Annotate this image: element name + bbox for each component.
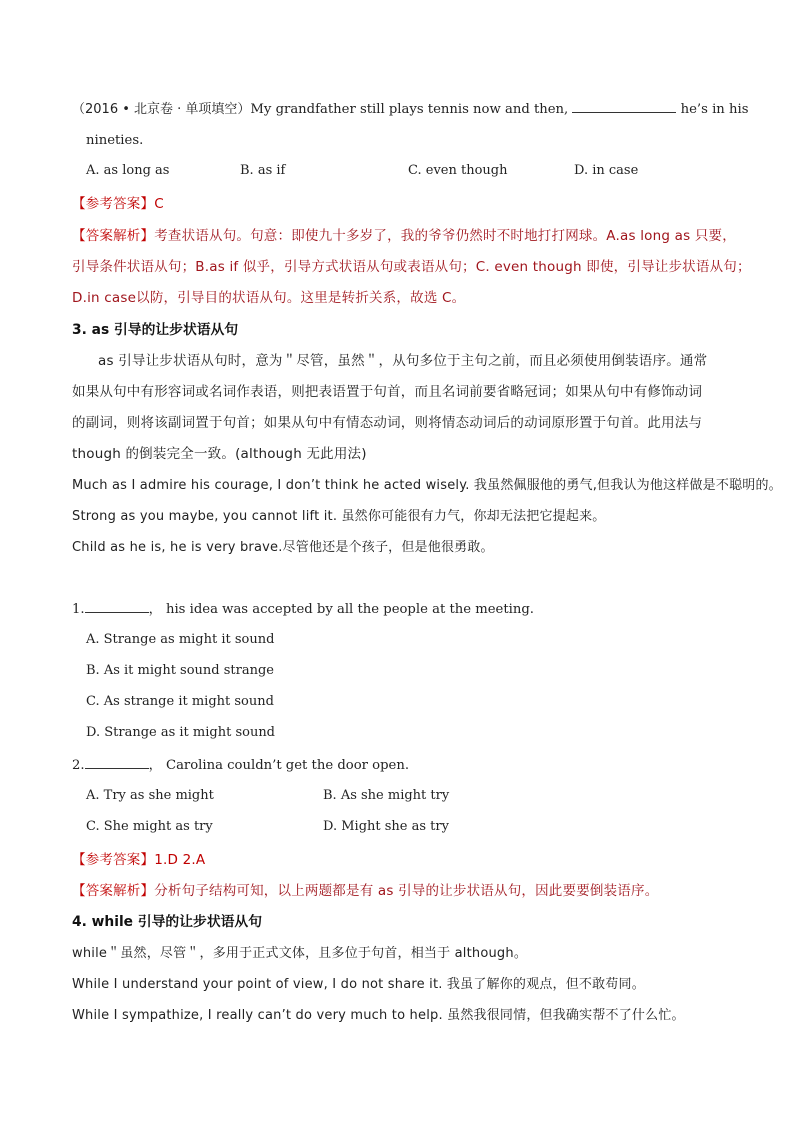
question-2-stem [72, 756, 409, 776]
answer-label: 【参考答案】 [72, 196, 155, 212]
example-sentence: Child as he is, he is very brave.尽管他还是个孩子，但是他很勇敢。 [72, 540, 494, 555]
example-sentence: While I sympathize, I really can’t do very much to help. 虽然我很同情，但我确实帮不了什么忙。 [72, 1008, 685, 1023]
analysis-text: 考查状语从句。句意：即使九十多岁了，我的爷爷仍然时不时地打打网球。A.as long as 只要， [154, 228, 736, 244]
analysis-line-2: 引导条件状语从句；B.as if 似乎，引导方式状语从句或表语从句；C. even though 即使，引导让步状语从句； [72, 259, 751, 275]
reference-answer [72, 850, 205, 870]
question-number: 1. [72, 602, 85, 617]
question-source: （2016 • 北京卷 · 单项填空） [72, 102, 251, 117]
option-a: A. as long as [86, 163, 170, 178]
analysis-label: 【答案解析】 [72, 883, 155, 899]
reference-answer [72, 194, 164, 214]
paragraph-line: as 引导让步状语从句时，意为＂尽管，虽然＂，从句多位于主句之前，而且必须使用倒装语序。通常 [98, 353, 708, 369]
option-b: B. As it might sound strange [86, 663, 275, 678]
option-c: C. even though [408, 163, 508, 178]
question-stem-tail: he’s in his [676, 102, 749, 117]
answer-blank [572, 100, 676, 113]
option-a: A. Strange as might it sound [86, 632, 275, 647]
option-b: B. As she might try [323, 788, 450, 803]
option-a: A. Try as she might [86, 788, 214, 803]
question-stem-text: My grandfather still plays tennis now and then, [250, 102, 573, 117]
example-sentence: Strong as you maybe, you cannot lift it. 虽然你可能很有力气，你却无法把它提起来。 [72, 509, 606, 524]
section-heading: 4. while 引导的让步状语从句 [72, 914, 263, 930]
analysis-label: 【答案解析】 [72, 228, 155, 244]
example-sentence: While I understand your point of view, I do not share it. 我虽了解你的观点，但不敢苟同。 [72, 977, 645, 992]
option-d: D. Might she as try [323, 819, 449, 834]
option-b: B. as if [240, 163, 286, 178]
option-c: C. She might as try [86, 819, 213, 834]
analysis-text: 分析句子结构可知，以上两题都是有 as 引导的让步状语从句，因此要要倒装语序。 [154, 883, 659, 899]
section-heading: 3. as 引导的让步状语从句 [72, 322, 239, 338]
analysis-line [72, 881, 658, 901]
answer-value: C [154, 196, 164, 212]
analysis-line-1 [72, 226, 736, 246]
question-stem-line2: nineties. [86, 133, 144, 148]
analysis-line-3: D.in case以防，引导目的状语从句。这里是转折关系，故选 C。 [72, 290, 466, 306]
paragraph-line: while＂虽然，尽管＂，多用于正式文体，且多位于句首，相当于 although。 [72, 946, 528, 961]
question-1-stem [72, 600, 534, 620]
question-text: ， his idea was accepted by all the people at the meeting. [148, 602, 534, 617]
paragraph-line: though 的倒装完全一致。(although 无此用法) [72, 446, 367, 462]
answer-blank [85, 756, 149, 769]
question-text: ， Carolina couldn’t get the door open. [148, 758, 410, 773]
answer-label: 【参考答案】 [72, 852, 155, 868]
question-number: 2. [72, 758, 85, 773]
answer-value: 1.D 2.A [154, 852, 206, 868]
question-stem [72, 100, 748, 120]
option-d: D. in case [574, 163, 639, 178]
option-d: D. Strange as it might sound [86, 725, 276, 740]
paragraph-line: 的副词，则将该副词置于句首；如果从句中有情态动词，则将情态动词后的动词原形置于句首。此用法与 [72, 415, 703, 431]
example-sentence: Much as I admire his courage, I don’t think he acted wisely. 我虽然佩服他的勇气,但我认为他这样做是不聪明的。 [72, 478, 782, 493]
option-c: C. As strange it might sound [86, 694, 274, 709]
answer-blank [85, 600, 149, 613]
paragraph-line: 如果从句中有形容词或名词作表语，则把表语置于句首，而且名词前要省略冠词；如果从句中有修饰动词 [72, 384, 703, 400]
